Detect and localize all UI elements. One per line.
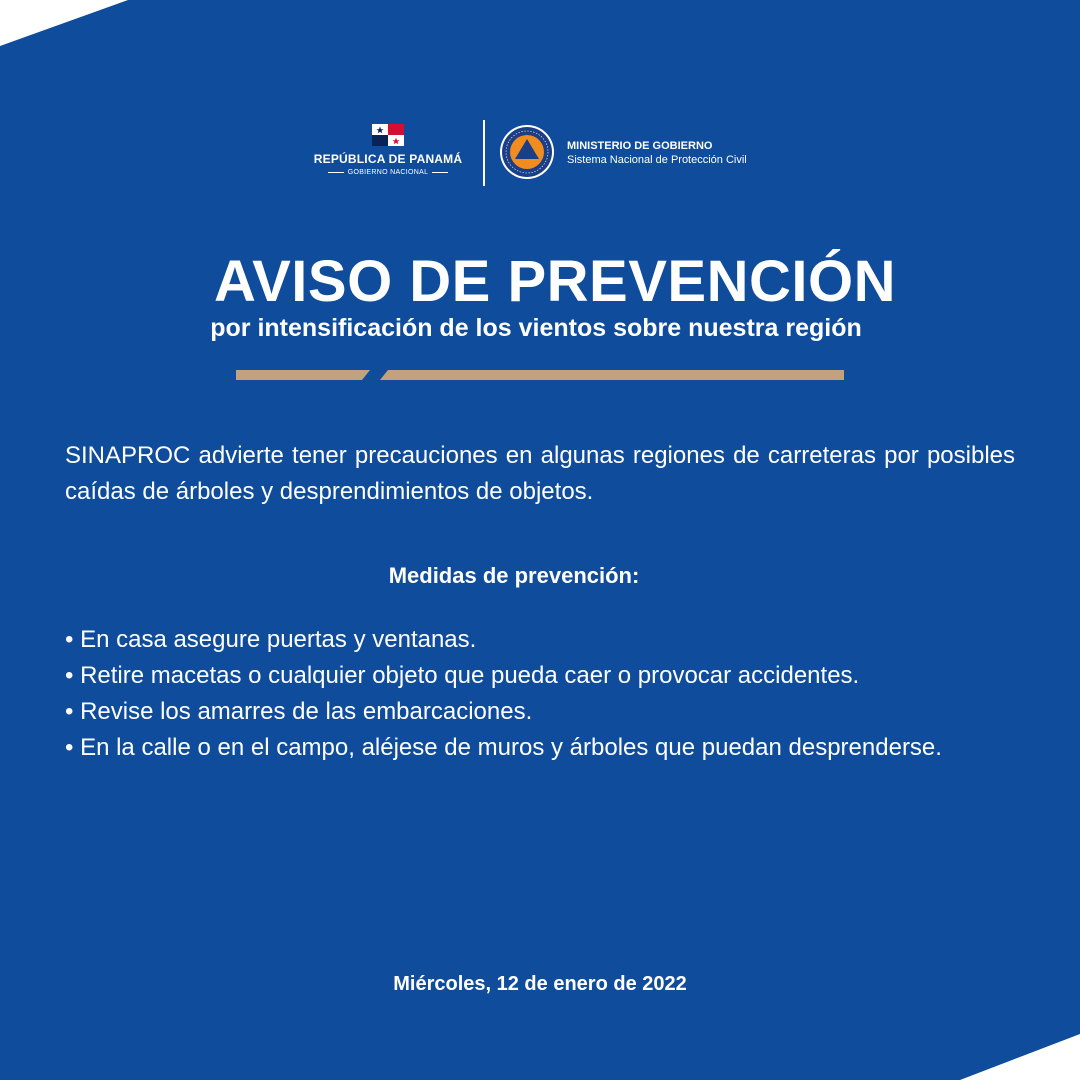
gov-title: REPÚBLICA DE PANAMÁ <box>313 152 463 166</box>
gobierno-nacional-logo <box>312 124 464 176</box>
dash-left <box>328 172 344 173</box>
page-title: AVISO DE PREVENCIÓN <box>214 249 896 314</box>
corner-decoration-bottom-right <box>960 1034 1080 1080</box>
date-text: Miércoles, 12 de enero de 2022 <box>393 973 687 995</box>
measures-list <box>65 622 1015 766</box>
title-underline <box>236 370 844 380</box>
list-item: • Revise los amarres de las embarcaciones. <box>65 698 533 725</box>
list-item: • En casa asegure puertas y ventanas. <box>65 626 477 653</box>
panama-flag-icon <box>372 124 404 146</box>
ministry-block <box>567 140 747 166</box>
ministry-subtitle: Sistema Nacional de Protección Civil <box>567 154 747 166</box>
measures-heading: Medidas de prevención: <box>388 563 640 588</box>
page-subtitle: por intensificación de los vientos sobre nuestra región <box>210 314 862 342</box>
list-item: • En la calle o en el campo, aléjese de muros y árboles que puedan desprenderse. <box>65 734 942 761</box>
gov-subtitle: GOBIERNO NACIONAL <box>347 169 429 176</box>
ministry-title: MINISTERIO DE GOBIERNO <box>567 140 713 152</box>
intro-paragraph: SINAPROC advierte tener precauciones en algunas regiones de carreteras por posibles caídas de árboles y desprendimientos de objetos. <box>65 442 1015 505</box>
header-logos <box>0 118 1080 188</box>
proteccion-civil-seal-icon <box>499 124 555 180</box>
gov-subtitle-row <box>312 169 464 176</box>
logo-divider <box>483 120 485 186</box>
corner-decoration-top-left <box>0 0 128 46</box>
list-item: • Retire macetas o cualquier objeto que pueda caer o provocar accidentes. <box>65 662 860 689</box>
dash-right <box>432 172 448 173</box>
